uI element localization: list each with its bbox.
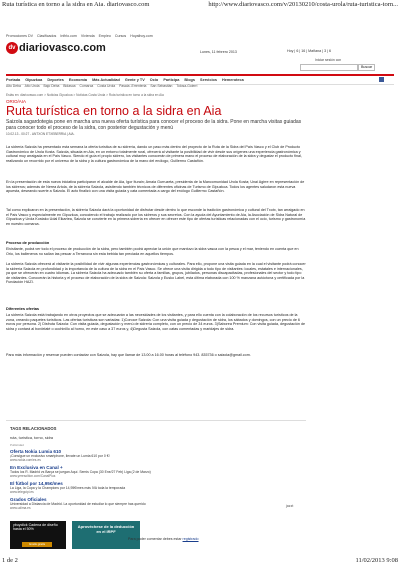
site-logo[interactable] xyxy=(6,42,106,54)
subnav-item[interactable]: Bidasoa xyxy=(63,84,76,88)
ad-title[interactable]: En Exclusiva en Canal + xyxy=(10,465,63,470)
print-url: http://www.diariovasco.com/v/20130210/costa-urola/ruta-turistica-torn... xyxy=(208,1,398,8)
comments-notice xyxy=(128,537,199,541)
top-link[interactable]: Empleo xyxy=(98,34,111,38)
subnav-item[interactable]: Alto Urola xyxy=(24,84,40,88)
top-links xyxy=(6,34,394,38)
text-ad[interactable] xyxy=(10,465,270,478)
ad-url[interactable]: www.yeresoltion.com/CanalPlus xyxy=(10,474,56,479)
text-ad[interactable] xyxy=(10,449,270,462)
print-title: Ruta turística en torno a la sidra en Aia. diariovasco.com xyxy=(2,1,150,8)
ad-title[interactable]: Oferta Nokia Lumia 610 xyxy=(10,449,62,454)
subnav-item[interactable]: Tolosa-Goierri xyxy=(176,84,198,88)
comments-text: Para poder comentar debes estar xyxy=(128,537,182,541)
subnav-item[interactable]: Pasaia -Errenteria xyxy=(119,84,147,88)
nav-item[interactable]: Servicios xyxy=(200,78,217,82)
subheading: Diferentes ofertas xyxy=(6,306,40,311)
ad-description: Universidad a Distancia de Madrid. La oportunidad de estudiar lo que siempre has querido xyxy=(10,502,146,506)
print-datetime: 11/02/2013 9:08 xyxy=(355,557,398,564)
nav-item[interactable]: Hemeroteca xyxy=(222,78,244,82)
subnav-item[interactable]: Costa Urola xyxy=(97,84,116,88)
jazztel-logo[interactable]: jazzt xyxy=(286,504,294,508)
tags-title: TAGS RELACIONADOS xyxy=(10,426,57,431)
subnav-item[interactable]: San Sebastián xyxy=(150,84,173,88)
login-label[interactable]: Iniciar sesión con xyxy=(315,58,342,62)
article-byline: 10.02.13 - 00:27 - ANTXON ETXEBERRIA | AIA. xyxy=(6,132,75,136)
article-paragraph: En la presentación de esta nueva iniciativa participaron el alcalde de Aia, Igor Iturain; Amaia Gurruzeta, presidenta de la Mancomunidad Urola Kosta; Unai Agirre en representación de los sidreros; además de Nerea Artola, de la sidrería Saizola, asistiendo también técnicos de diferentes oficinas de Turismo de Gipuzkoa. Todos los agentes saludaron esta nueva apuesta, deseando suerte a Saizola. El acto finalizó con una visita guiada y cata comentada a cargo del enólogo Guillermo Castañón. xyxy=(6,180,305,194)
text-ad[interactable] xyxy=(10,481,270,494)
page-number: 1 de 2 xyxy=(2,557,18,564)
ad-url[interactable]: www.udima.es xyxy=(10,506,31,511)
article-paragraph: La sidrería Saizola ofrecerá al visitante la posibilidad de vivir algunas experiencias gastronómicas y culturales. Para ello, propone una visita guiada en la cual el visitante podrá conocer la sidrería Saizola en profundidad y la importancia de la cultura de la sidra en el País Vasco. Se ofrece una visita dirigida a todo tipo de visitantes: locales, estatales e internacionales, ya que se ofrecerán en cuatro idiomas. La sidrería Saizola ha adecuado también su oferta a familias, grupos, jubilados, personas discapacitadas, profesionales del sector y todo tipo de visitantes. Conocerán la historia y el proceso de elaboración de la sidra de Saizola: Saizola y Eusko Label, esta última elaborada con 100 % manzana autóctona y certificada por la Fundación HAZI. xyxy=(6,262,306,285)
print-header xyxy=(2,1,398,8)
facebook-icon[interactable] xyxy=(379,77,384,82)
article-section[interactable]: ORIO/AIA xyxy=(6,99,27,104)
ad-description: ¡Consigue un exclusivo smartphone, llevate un Lumia 610 por 0 €! xyxy=(10,454,110,458)
nav-item[interactable]: Participa xyxy=(163,78,180,82)
ad-title[interactable]: El fútbol por 14,95€/mes xyxy=(10,481,63,486)
ad-description: Todos los R. Madrid vs Barça se juegan Aquí. Semis Copa (30 Ene/27 Feb) Liga (2 de Marzo) xyxy=(10,470,151,474)
weather-widget: Hoy | 6 | 16 | Mañana | 3 | 6 xyxy=(287,49,332,53)
ad-url[interactable]: www.telegoipi.es xyxy=(10,490,34,495)
ad-title[interactable]: Grados Oficiales xyxy=(10,497,47,502)
nav-item[interactable]: Deportes xyxy=(47,78,64,82)
banner-text: Aprovéchese de la deducción en el IRPF xyxy=(77,524,135,534)
subnav-item[interactable]: Bajo Deba xyxy=(43,84,60,88)
banner-button[interactable]: Gratis gratis xyxy=(22,542,52,547)
current-date: Lunes, 11 febrero 2013 xyxy=(200,50,237,54)
article-lead: Saizola sagardotegia pone en marcha una nueva oferta turística para conocer el proceso de la sidra. Pone en marcha visitas guiadas para conocer todo el proceso de la sidra, con posterior degustación y menú xyxy=(6,119,302,131)
banner-ad[interactable] xyxy=(10,521,66,549)
article-paragraph: Para más información y reservar pueden contactar con Saizola, hay que llamar de 13.00 a 16.00 horas al teléfono 943. 835736 o saizola@gmail.com. xyxy=(6,353,251,357)
top-link[interactable]: Clasificados xyxy=(36,34,57,38)
article-paragraph: Elvisitante, podrá ver todo el proceso de producción de la sidra, pero también podrá apreciar la unión que mantuvo la sidra vasca con la pesca y el mar, teniendo en cuenta que en Orio, los balleneros no salían las pescar a Terranova sin esta bebida tan preciada en aquellos tiempos. xyxy=(6,247,299,256)
ad-label: Publicidad xyxy=(10,443,24,447)
nav-item[interactable]: Más Actualidad xyxy=(92,78,120,82)
banner-ad[interactable] xyxy=(72,521,140,549)
subnav-item[interactable]: Comarca xyxy=(79,84,94,88)
banner-text: ybuyclick Cadena de diseño hasta el 50% xyxy=(13,523,58,532)
top-link[interactable]: Promociones DV xyxy=(6,34,33,38)
article-paragraph: La sidrería Saizola ha presentado esta semana la oferta turística de su sidrería, dando un paso más dentro del proyecto de la Ruta de la Sidra del País Vasco y el Club de Producto Gastronómico de Urola Kosta. Saizola, situada en Aia, en un entorno totalmente rural, ofrecerá al visitante la posibilidad de vivir desde sus orígenes una experiencia gastronómica y cultural muy arraigada en el País Vasco. Siendo el guía el propio sidrero, los visitantes conocerán de primera mano el proceso de elaboración de la sidra y degustar el producto final, realizando un recorrido por el universo de la sidra y la cultura gastronómica de la mano del enólogo, Guillermo Castañón. xyxy=(6,145,302,163)
article-paragraph: Tal como explicaron en la presentación, la sidrería Saizola dará la oportunidad de disfrutar desde dentro lo que esconde la tradición gastronómica y cultural del Txotx, tan arraigado en el País Vasco y especialmente en Gipuzkoa, conociendo el trabajo realizado por los sidreros y sus secretos. Con la ayuda del Ayuntamiento de Aia, la Asociación de Sidra Natural de Gipuzkoa y Urola Kostako Udal Elkartea, Saizola se convierte en la primera sidrería en ofrecer en ofrecer este tipo de ofertas turísticas relacionadas con el ocio, turismo y gastronomía en nuestro comarca. xyxy=(6,208,306,226)
sub-nav xyxy=(6,84,394,88)
search-input[interactable] xyxy=(300,64,358,71)
subnav-item[interactable]: Alto Deba xyxy=(6,84,21,88)
logo-text: diariovasco.com xyxy=(19,42,106,54)
text-ad[interactable] xyxy=(10,497,270,510)
register-link[interactable]: registrado xyxy=(182,537,199,541)
tags-list[interactable]: ruta, turística, torno, sidra xyxy=(10,436,54,440)
ad-url[interactable]: www.nokia.com/es-es xyxy=(10,458,41,463)
ad-description: La Liga, la Copa y la Champions por 14,95€/mes más IVA toda la temporada xyxy=(10,486,126,490)
nav-item[interactable]: Gente y TV xyxy=(124,78,145,82)
nav-item[interactable]: Ocio xyxy=(149,78,159,82)
breadcrumb[interactable]: Estás en: diariovasco.com > Noticias Gipuzkoa > Noticias Costa Urola > Ruta turística en torno a la sidra en Aia xyxy=(6,93,164,97)
print-footer xyxy=(2,557,398,564)
nav-item[interactable]: Portada xyxy=(6,78,21,82)
logo-badge: dv xyxy=(6,42,18,54)
top-link[interactable]: Infirlo.com xyxy=(60,34,77,38)
article-paragraph: La sidrería Saizola está trabajando en otros proyectos que se adecuarán a las necesidades de los visitantes, y para ello cuenta con la colaboración de los recursos turísticos de la zona, creando paquetes turísticos. Las ofertas turísticas son variadas: 1)Conoce Saizola: Con una visita guiada y degustación de sidra, los sábados y domingos, con un precio de 6 euros por persona. 2) Disfruta Saizola: Con visita guiada, degustación y menú de sidrería completo, con un precio de 34 euros. 3)Saborea Premium: Con visita guiada, degustación de sidra y contará al bordelaté o cochinillo al horno, en este caso a 37 euros y, 4)Degusta Saizola, con catas comentadas y maridajes de sidra. xyxy=(6,313,306,331)
divider xyxy=(6,420,306,421)
top-link[interactable]: Cursos xyxy=(114,34,127,38)
nav-item[interactable]: Economía xyxy=(68,78,88,82)
top-link[interactable]: Vivienda xyxy=(80,34,95,38)
nav-item[interactable]: Blogs xyxy=(184,78,195,82)
nav-item[interactable]: Gipuzkoa xyxy=(25,78,43,82)
top-link[interactable]: Hoyalhoy.com xyxy=(130,34,153,38)
article-title: Ruta turística en torno a la sidra en Aia xyxy=(6,104,222,118)
subheading: Proceso de producción xyxy=(6,240,50,245)
search-button[interactable]: Buscar xyxy=(358,64,375,71)
